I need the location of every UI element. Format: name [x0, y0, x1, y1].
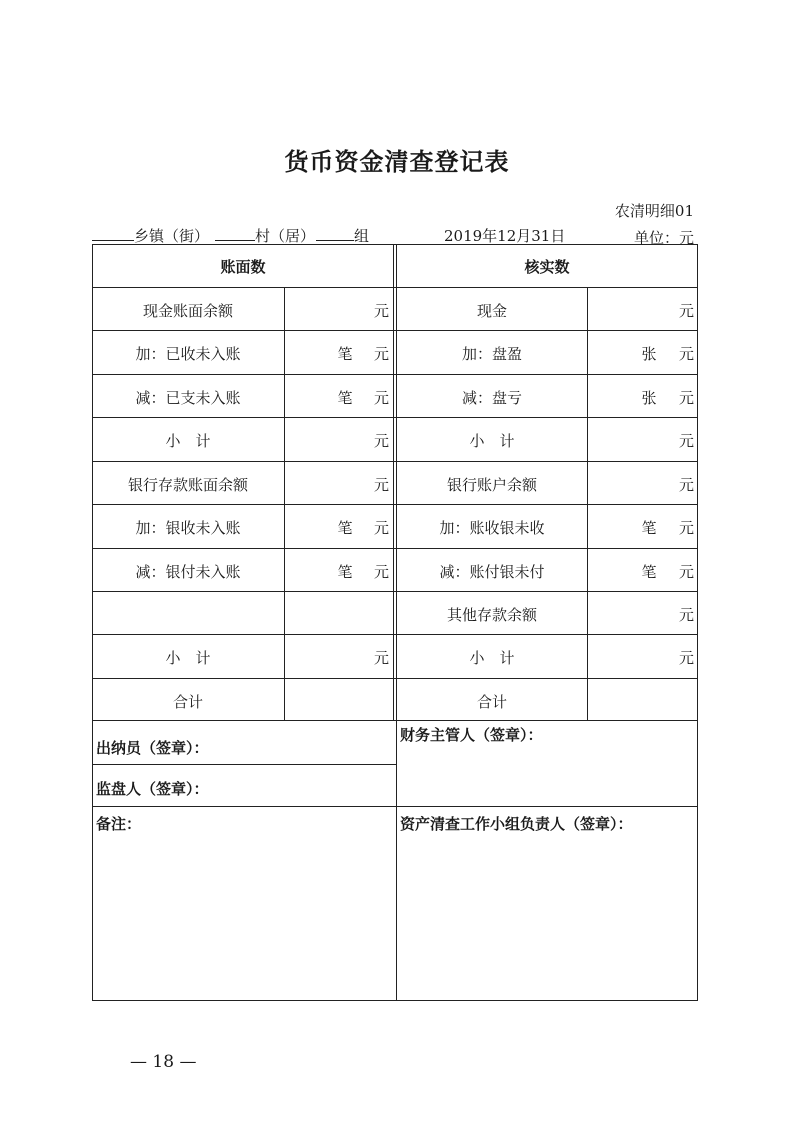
left-label: 合计 — [172, 693, 203, 711]
left-label: 小 计 — [165, 649, 211, 667]
remarks-line — [92, 806, 698, 807]
right-count-unit: 笔 — [641, 519, 657, 537]
unit-label: 单位：元 — [633, 229, 694, 247]
left-count-unit: 笔 — [337, 389, 353, 407]
right-amount-unit: 元 — [678, 345, 694, 363]
verified-amount-header: 核实数 — [524, 257, 570, 276]
left-label: 减：已支未入账 — [135, 389, 241, 407]
page-number: — 18 — — [130, 1052, 197, 1072]
left-amount-unit: 元 — [373, 389, 389, 407]
signature-divider — [396, 720, 397, 1001]
right-count-unit: 张 — [641, 389, 657, 407]
right-amount-unit: 元 — [678, 563, 694, 581]
left-label: 加：银收未入账 — [135, 519, 241, 537]
right-label: 银行账户余额 — [446, 476, 537, 494]
left-amount-unit — [284, 680, 393, 723]
row-line-0 — [92, 287, 698, 288]
right-amount-unit: 元 — [678, 519, 694, 537]
left-label: 小 计 — [165, 432, 211, 450]
village-field — [215, 225, 315, 246]
finance-head-signature: 财务主管人（签章）： — [400, 726, 543, 744]
right-amount-unit: 元 — [678, 389, 694, 407]
right-label: 减：账付银未付 — [439, 563, 545, 581]
left-label — [92, 593, 284, 636]
right-amount-unit: 元 — [678, 606, 694, 624]
left-label: 现金账面余额 — [142, 302, 233, 320]
right-amount-unit: 元 — [678, 476, 694, 494]
right-count-unit: 张 — [641, 345, 657, 363]
left-amount-unit: 元 — [373, 345, 389, 363]
group-field — [316, 225, 369, 246]
left-count-unit: 笔 — [337, 519, 353, 537]
village-label: 村（居） — [255, 227, 316, 245]
right-label: 加：账收银未收 — [439, 519, 545, 537]
cashier-line — [92, 764, 396, 765]
form-code: 农清明细01 — [614, 202, 694, 220]
book-amount-header: 账面数 — [220, 257, 266, 276]
left-amount-unit: 元 — [373, 519, 389, 537]
cashier-signature: 出纳员（签章）： — [96, 739, 209, 757]
left-count-unit: 笔 — [337, 563, 353, 581]
township-label: 乡镇（街） — [134, 227, 210, 245]
right-label: 小 计 — [469, 432, 515, 450]
township-field — [92, 225, 209, 246]
center-divider-a — [393, 244, 394, 720]
right-amount-unit: 元 — [678, 432, 694, 450]
right-amount-unit — [587, 680, 698, 723]
left-amount-unit: 元 — [373, 476, 389, 494]
right-amount-unit: 元 — [678, 302, 694, 320]
left-amount-unit: 元 — [373, 563, 389, 581]
remarks-label: 备注： — [96, 815, 142, 833]
supervisor-signature: 监盘人（签章）： — [96, 780, 209, 798]
left-amount-unit: 元 — [373, 649, 389, 667]
group-label: 组 — [354, 227, 370, 245]
right-amount-unit: 元 — [678, 649, 694, 667]
team-leader-signature: 资产清查工作小组负责人（签章）： — [400, 815, 633, 833]
right-label: 现金 — [476, 302, 507, 320]
left-label: 减：银付未入账 — [135, 563, 241, 581]
left-label: 银行存款账面余额 — [127, 476, 248, 494]
left-count-unit: 笔 — [337, 345, 353, 363]
report-date: 2019年12月31日 — [444, 227, 566, 245]
right-count-unit: 笔 — [641, 563, 657, 581]
right-label: 其他存款余额 — [446, 606, 537, 624]
left-amount-unit: 元 — [373, 432, 389, 450]
page-title: 货币资金清查登记表 — [284, 148, 510, 176]
right-label: 合计 — [476, 693, 507, 711]
right-label: 小 计 — [469, 649, 515, 667]
right-label: 减：盘亏 — [461, 389, 522, 407]
left-amount-unit: 元 — [373, 302, 389, 320]
left-amount-unit — [284, 593, 393, 636]
right-label: 加：盘盈 — [461, 345, 522, 363]
left-label: 加：已收未入账 — [135, 345, 241, 363]
